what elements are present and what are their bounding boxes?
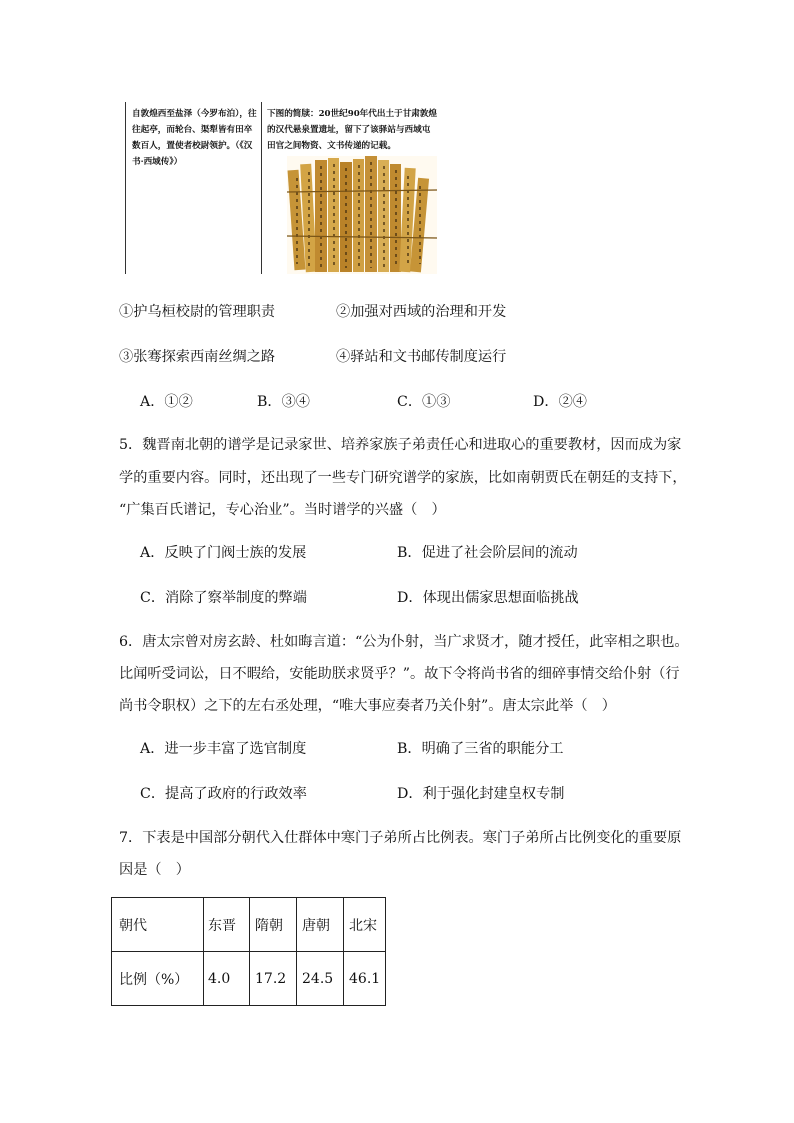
q6-option-a[interactable]: A．进一步丰富了选官制度 <box>140 741 307 757</box>
figure-right-panel <box>265 102 437 274</box>
table-cell: 17.2 <box>250 952 297 1006</box>
q6-option-d[interactable]: D．利于强化封建皇权专制 <box>397 786 565 802</box>
q6-line-2: 比闻听受词讼，日不暇给，安能助朕求贤乎？”。故下令将尚书省的细碎事情交给仆射（行 <box>119 666 680 682</box>
table-cell: 北宋 <box>344 898 386 952</box>
statement-1: ①护乌桓校尉的管理职责 <box>119 304 276 320</box>
statement-2: ②加强对西域的治理和开发 <box>336 304 507 320</box>
table-cell: 唐朝 <box>297 898 344 952</box>
q6-line-3: 尚书令职权）之下的左右丞处理，“唯大事应奏者乃关仆射”。唐太宗此举（ ） <box>119 698 616 714</box>
q6-line-1: 6．唐太宗曾对房玄龄、杜如晦言道：“公为仆射，当广求贤才，随才授任，此宰相之职也。 <box>119 634 689 650</box>
statement-3: ③张骞探索西南丝绸之路 <box>119 349 276 365</box>
q5-option-b[interactable]: B．促进了社会阶层间的流动 <box>397 545 578 561</box>
q4-option-c[interactable]: C．①③ <box>397 394 451 410</box>
figure-divider <box>261 102 262 274</box>
q6-option-b[interactable]: B．明确了三省的职能分工 <box>397 741 564 757</box>
ratio-table <box>111 897 386 1006</box>
q5-option-c[interactable]: C．消除了察举制度的弊端 <box>140 590 307 606</box>
q7-line-1: 7．下表是中国部分朝代入仕群体中寒门子弟所占比例表。寒门子弟所占比例变化的重要原 <box>119 830 682 846</box>
q5-option-d[interactable]: D．体现出儒家思想面临挑战 <box>397 590 579 606</box>
table-row <box>112 952 386 1006</box>
source-figure <box>125 102 438 274</box>
q7-line-2: 因是（ ） <box>119 862 190 878</box>
q5-option-a[interactable]: A．反映了门阀士族的发展 <box>140 545 307 561</box>
figure-left-text: 自敦煌西至盐泽（今罗布泊），往往起亭，而轮台、渠犁皆有田卒数百人，置使者校尉领护。（《汉书·西域传》） <box>132 109 257 167</box>
q5-line-3: “广集百氏谱记，专心治业”。当时谱学的兴盛（ ） <box>119 502 446 518</box>
q4-option-a[interactable]: A．①② <box>140 394 193 410</box>
table-cell: 隋朝 <box>250 898 297 952</box>
table-cell: 24.5 <box>297 952 344 1006</box>
table-cell: 4.0 <box>204 952 250 1006</box>
table-cell: 比例（%） <box>112 952 204 1006</box>
figure-left-panel <box>125 102 262 274</box>
table-cell: 朝代 <box>112 898 204 952</box>
table-cell: 东晋 <box>204 898 250 952</box>
q4-option-b[interactable]: B．③④ <box>257 394 310 410</box>
q6-option-c[interactable]: C．提高了政府的行政效率 <box>140 786 307 802</box>
q5-line-1: 5．魏晋南北朝的谱学是记录家世、培养家族子弟责任心和进取心的重要教材，因而成为家 <box>119 437 682 453</box>
figure-right-text: 下图的简牍：20世纪90年代出土于甘肃敦煌的汉代悬泉置遗址，留下了该驿站与西域屯田官之间物资、文书传递的记载。 <box>267 109 438 151</box>
table-cell: 46.1 <box>344 952 386 1006</box>
statement-4: ④驿站和文书邮传制度运行 <box>336 349 507 365</box>
q5-line-2: 学的重要内容。同时，还出现了一些专门研究谱学的家族，比如南朝贾氏在朝廷的支持下， <box>119 470 687 486</box>
bamboo-slips-image <box>287 156 437 274</box>
q4-option-d[interactable]: D．②④ <box>533 394 587 410</box>
table-header-row <box>112 898 386 952</box>
